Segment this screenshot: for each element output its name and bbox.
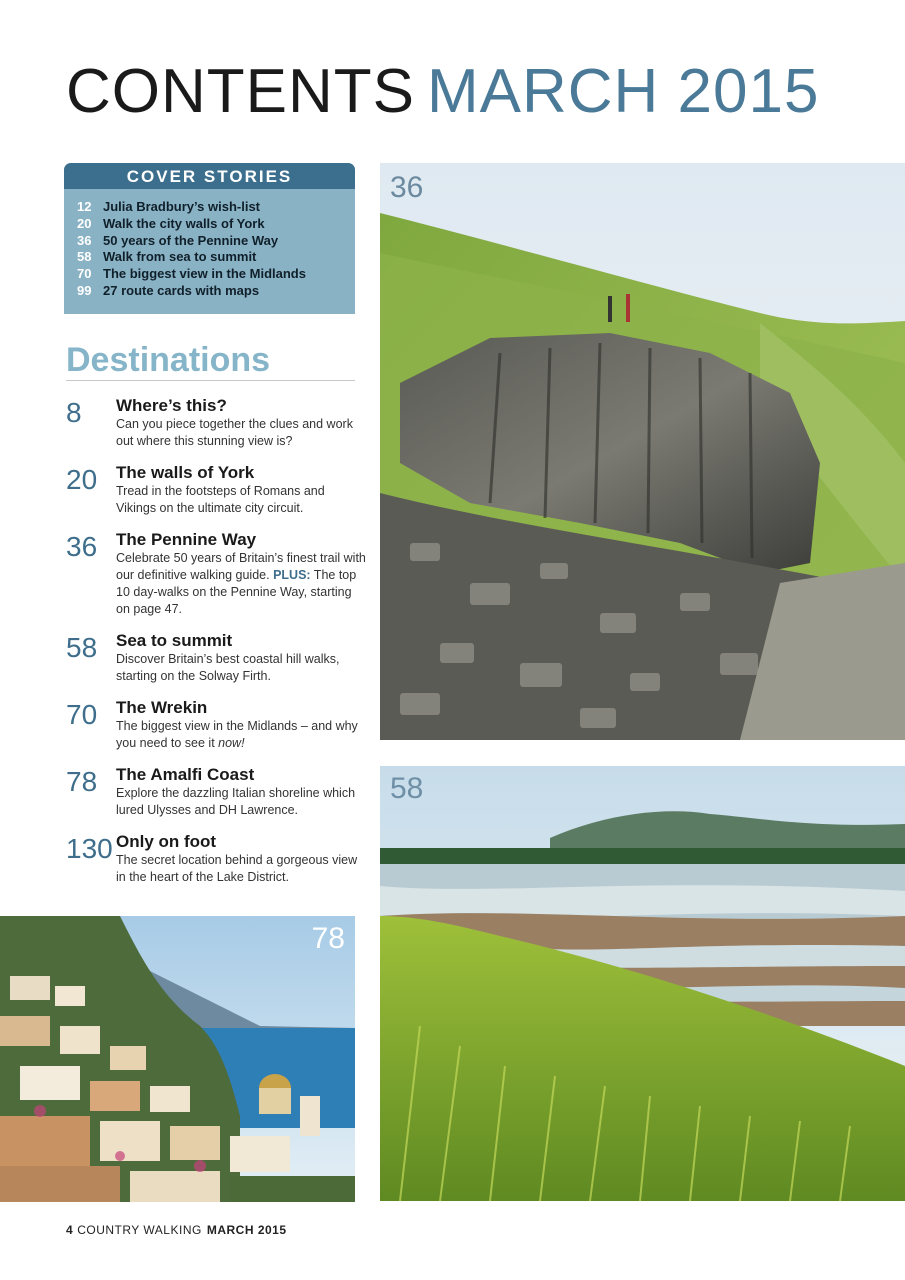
cover-story-item[interactable] xyxy=(77,266,355,283)
cover-story-page: 36 xyxy=(77,232,92,248)
destination-text xyxy=(116,396,366,450)
destination-title: The Wrekin xyxy=(116,698,208,717)
cover-story-item[interactable] xyxy=(77,249,355,266)
cover-story-item[interactable] xyxy=(77,216,355,233)
cover-story-page: 12 xyxy=(77,199,92,214)
pennine-photo-illustration xyxy=(380,163,905,740)
page-title xyxy=(66,52,819,132)
amalfi-photo-illustration xyxy=(0,916,355,1202)
destination-page: 58 xyxy=(66,632,98,663)
destination-title: The Pennine Way xyxy=(116,530,257,549)
destination-desc: Discover Britain’s best coastal hill walks, starting on the Solway Firth. xyxy=(116,652,340,683)
cover-stories-box xyxy=(64,163,355,314)
destination-desc: Tread in the footsteps of Romans and Vikings on the ultimate city circuit. xyxy=(116,484,325,515)
destination-page: 78 xyxy=(66,766,98,797)
destination-desc xyxy=(116,550,366,618)
destination-desc-main: Celebrate 50 years of Britain’s finest trail with our definitive walking guide. xyxy=(116,551,366,582)
footer-page-number: 4 xyxy=(66,1223,74,1237)
plus-label: PLUS: xyxy=(273,568,311,582)
destination-title: Where’s this? xyxy=(116,396,227,415)
destination-title: Sea to summit xyxy=(116,631,233,650)
solway-photo-illustration xyxy=(380,766,905,1201)
cover-story-item[interactable] xyxy=(77,199,355,216)
destinations-divider xyxy=(66,380,355,381)
amalfi-photo-page: 78 xyxy=(311,922,345,955)
cover-story-page: 20 xyxy=(77,215,92,231)
title-issue: MARCH 2015 xyxy=(427,57,820,126)
destination-desc: Can you piece together the clues and work out where this stunning view is? xyxy=(116,417,353,448)
cover-story-title: The biggest view in the Midlands xyxy=(103,266,306,282)
footer-magazine-name: COUNTRY WALKING xyxy=(77,1223,202,1237)
cover-story-item[interactable] xyxy=(77,233,355,250)
destination-desc xyxy=(116,718,366,752)
destination-title: The Amalfi Coast xyxy=(116,765,255,784)
destination-text xyxy=(116,463,366,517)
cover-story-title: 27 route cards with maps xyxy=(103,282,260,298)
destination-page: 36 xyxy=(66,531,98,562)
pennine-way-photo[interactable] xyxy=(380,163,905,740)
destination-text xyxy=(116,631,366,685)
destination-desc-main: The biggest view in the Midlands – and why you need to see it xyxy=(116,719,358,750)
title-contents: CONTENTS xyxy=(66,57,415,126)
destination-desc-emphasis: now! xyxy=(218,736,245,750)
destinations-heading: Destinations xyxy=(66,341,271,379)
destination-title: Only on foot xyxy=(116,832,217,851)
cover-story-title: Walk from sea to summit xyxy=(103,249,257,265)
pennine-photo-page: 36 xyxy=(390,171,424,204)
plus-text: The top 10 day-walks on the Pennine Way, starting on page 47. xyxy=(116,568,357,616)
amalfi-coast-photo[interactable] xyxy=(0,916,355,1202)
cover-story-title: 50 years of the Pennine Way xyxy=(103,232,279,248)
destination-text xyxy=(116,530,366,618)
cover-story-title: Walk the city walls of York xyxy=(103,215,265,231)
cover-story-page: 58 xyxy=(77,249,92,265)
destination-page: 130 xyxy=(66,833,113,864)
solway-photo-page: 58 xyxy=(390,772,424,805)
cover-stories-heading: COVER STORIES xyxy=(64,163,355,189)
page-footer xyxy=(66,1223,287,1237)
destination-page: 20 xyxy=(66,464,98,495)
solway-firth-photo[interactable] xyxy=(380,766,905,1201)
destination-page: 70 xyxy=(66,699,98,730)
cover-story-page: 70 xyxy=(77,266,92,282)
destination-text xyxy=(116,698,366,752)
cover-stories-list xyxy=(64,199,355,300)
destination-desc: Explore the dazzling Italian shoreline which lured Ulysses and DH Lawrence. xyxy=(116,786,356,817)
destination-desc: The secret location behind a gorgeous view in the heart of the Lake District. xyxy=(116,853,358,884)
footer-issue: MARCH 2015 xyxy=(206,1223,287,1237)
cover-story-item[interactable] xyxy=(77,283,355,300)
cover-story-page: 99 xyxy=(77,282,92,298)
cover-story-title: Julia Bradbury’s wish-list xyxy=(103,199,261,214)
destination-text xyxy=(116,765,366,819)
destination-title: The walls of York xyxy=(116,463,255,482)
destination-page: 8 xyxy=(66,397,82,428)
destination-text xyxy=(116,832,366,886)
